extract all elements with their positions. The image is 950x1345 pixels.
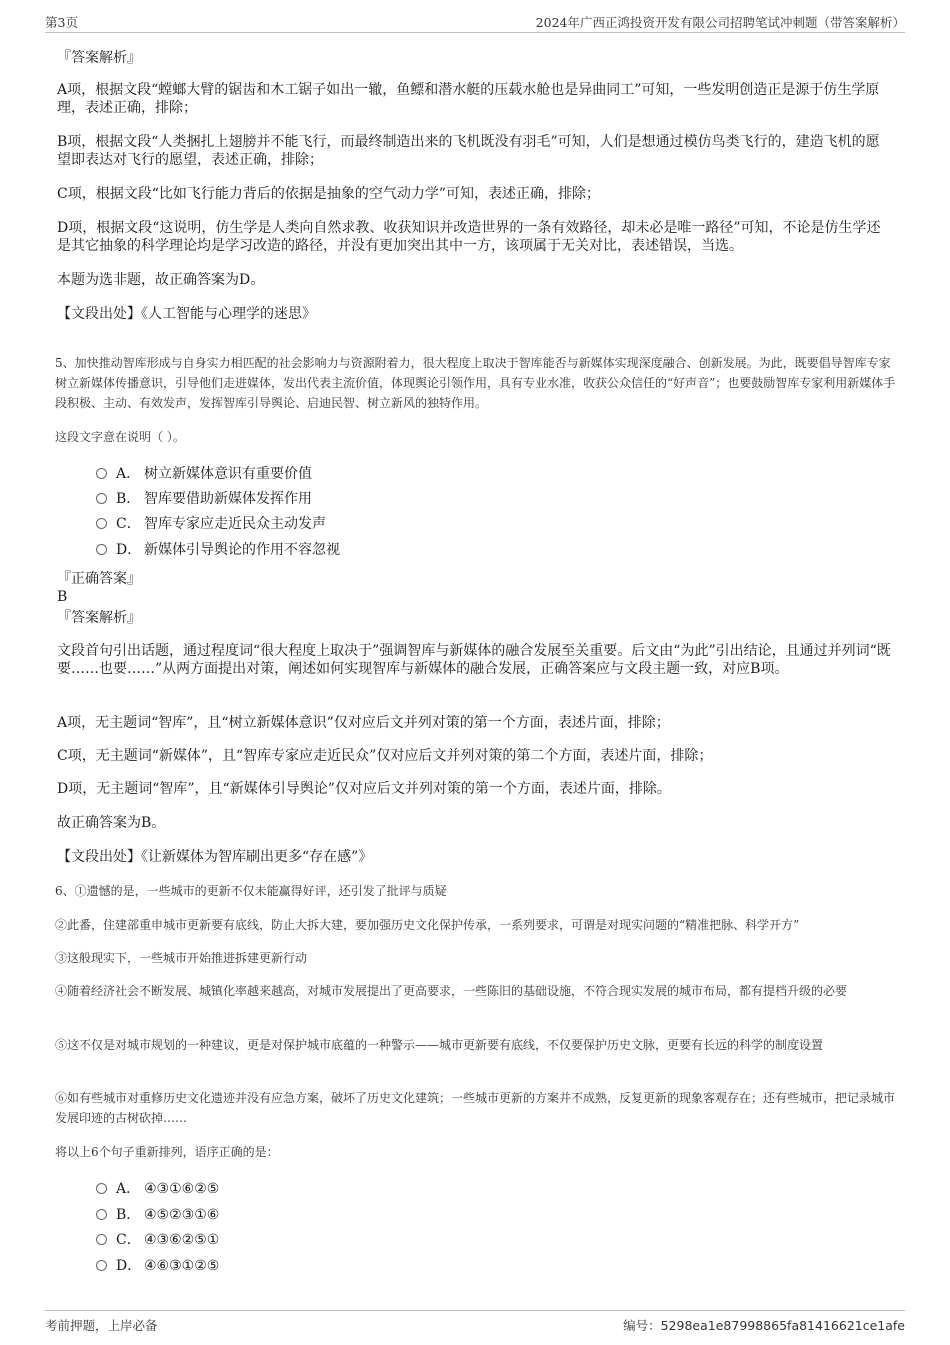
q5-answer-title: 『正确答案』 [57, 571, 141, 587]
q4-paragraph-c: C项，根据文段“比如飞行能力背后的依据是抽象的空气动力学”可知，表述正确，排除； [57, 186, 601, 202]
footer-slogan: 考前押题，上岸必备 [45, 1318, 158, 1333]
radio-icon[interactable] [96, 468, 107, 479]
radio-icon[interactable] [96, 544, 107, 555]
q5-analysis-title: 『答案解析』 [57, 610, 141, 626]
q6-option-d[interactable]: D． ④⑥③①②⑤ [96, 1257, 219, 1275]
q4-conclusion: 本题为选非题，故正确答案为D。 [57, 272, 265, 288]
document-title: 2024年广西正鸿投资开发有限公司招聘笔试冲刺题（带答案解析） [535, 15, 905, 30]
q5-option-b[interactable]: B． 智库要借助新媒体发挥作用 [96, 490, 312, 508]
q6-option-c[interactable]: C． ④③⑥②⑤① [96, 1231, 219, 1249]
q5-analysis-main: 文段首句引出话题，通过程度词“很大程度上取决于”强调智库与新媒体的融合发展至关重要。后文由“为此”引出结论，且通过并列词“既要……也要……”从两方面提出对策，阐述如何实现智库与新媒体的融合发展，正确答案应与文段主题一致，对应B项。 [57, 643, 891, 677]
q4-paragraph-a: A项，根据文段“螳螂大臂的锯齿和木工锯子如出一辙，鱼鳔和潜水艇的压载水舱也是异曲同工”可知，一些发明创造正是源于仿生学原理，表述正确，排除； [57, 82, 880, 116]
q5-stem: 5、加快推动智库形成与自身实力相匹配的社会影响力与资源附着力，很大程度上取决于智库能否与新媒体实现深度融合、创新发展。为此，既要倡导智库专家树立新媒体传播意识，引导他们走进媒体，发出代表主流价值，体现舆论引领作用，具有专业水准，收获公众信任的“好声音”；也要鼓励智库专家利用新媒体手段积极、主动、有效发声，发挥智库引导舆论、启迪民智、树立新风的独特作用。 [55, 356, 896, 410]
radio-icon[interactable] [96, 1183, 107, 1194]
q5-analysis-c: C项，无主题词“新媒体”，且“智库专家应走近民众”仅对应后文并列对策的第二个方面，表述片面，排除； [57, 748, 713, 764]
q6-sentence-3: ③这般现实下，一些城市开始推进拆建更新行动 [55, 951, 308, 965]
radio-icon[interactable] [96, 1209, 107, 1220]
q5-option-c[interactable]: C． 智库专家应走近民众主动发声 [96, 515, 326, 533]
q6-option-a[interactable]: A． ④③①⑥②⑤ [96, 1180, 219, 1198]
q5-analysis-a: A项，无主题词“智库”，且“树立新媒体意识”仅对应后文并列对策的第一个方面，表述片面，排除； [57, 715, 670, 731]
q6-sentence-6: ⑥如有些城市对重修历史文化遗迹并没有应急方案，破坏了历史文化建筑；一些城市更新的方案并不成熟，反复更新的现象客观存在；还有些城市，把记录城市发展印迹的古树砍掉…… [55, 1091, 896, 1125]
radio-icon[interactable] [96, 1234, 107, 1245]
q5-option-a[interactable]: A． 树立新媒体意识有重要价值 [96, 465, 312, 483]
page-footer [45, 1310, 905, 1337]
q4-paragraph-b: B项，根据文段“人类捆扎上翅膀并不能飞行，而最终制造出来的飞机既没有羽毛”可知，人们是想通过模仿鸟类飞行的，建造飞机的愿望即表达对飞行的愿望，表述正确，排除； [57, 134, 880, 168]
q6-sentence-1: 6、①遗憾的是，一些城市的更新不仅未能赢得好评，还引发了批评与质疑 [55, 884, 447, 898]
q6-sentence-4: ④随着经济社会不断发展、城镇化率越来越高，对城市发展提出了更高要求，一些陈旧的基础设施，不符合现实发展的城市布局，都有提档升级的必要 [55, 984, 848, 998]
q5-conclusion: 故正确答案为B。 [57, 815, 166, 831]
document-code: 编号：5298ea1e87998865fa81416621ce1afe [623, 1318, 905, 1333]
radio-icon[interactable] [96, 518, 107, 529]
q5-question: 这段文字意在说明（ ）。 [55, 430, 185, 444]
q6-question: 将以上6个句子重新排列，语序正确的是： [55, 1145, 279, 1159]
q6-sentence-2: ②此番，住建部重申城市更新要有底线，防止大拆大建，要加强历史文化保护传承，一系列要求，可谓是对现实问题的“精准把脉、科学开方” [55, 918, 800, 932]
page-header [45, 10, 905, 33]
q5-option-d[interactable]: D． 新媒体引导舆论的作用不容忽视 [96, 541, 340, 559]
page-number: 第3页 [45, 15, 78, 30]
q5-analysis-d: D项，无主题词“智库”，且“新媒体引导舆论”仅对应后文并列对策的第一个方面，表述片面，排除。 [57, 781, 671, 797]
radio-icon[interactable] [96, 493, 107, 504]
q6-option-b[interactable]: B． ④⑤②③①⑥ [96, 1206, 219, 1224]
q4-source: 【文段出处】《人工智能与心理学的迷思》 [57, 306, 316, 322]
q5-source: 【文段出处】《让新媒体为智库刷出更多“存在感”》 [57, 849, 373, 865]
radio-icon[interactable] [96, 1260, 107, 1271]
q4-paragraph-d: D项，根据文段“这说明，仿生学是人类向自然求教、收获知识并改造世界的一条有效路径，却未必是唯一路径”可知，不论是仿生学还是其它抽象的科学理论均是学习改造的路径，并没有更加突出其中一方，该项属于无关对比，表述错误，当选。 [57, 220, 881, 254]
q6-sentence-5: ⑤这不仅是对城市规划的一种建议，更是对保护城市底蕴的一种警示——城市更新要有底线，不仅要保护历史文脉，更要有长远的科学的制度设置 [55, 1038, 824, 1052]
q4-analysis-title: 『答案解析』 [57, 50, 141, 66]
q5-answer: B [57, 589, 68, 605]
